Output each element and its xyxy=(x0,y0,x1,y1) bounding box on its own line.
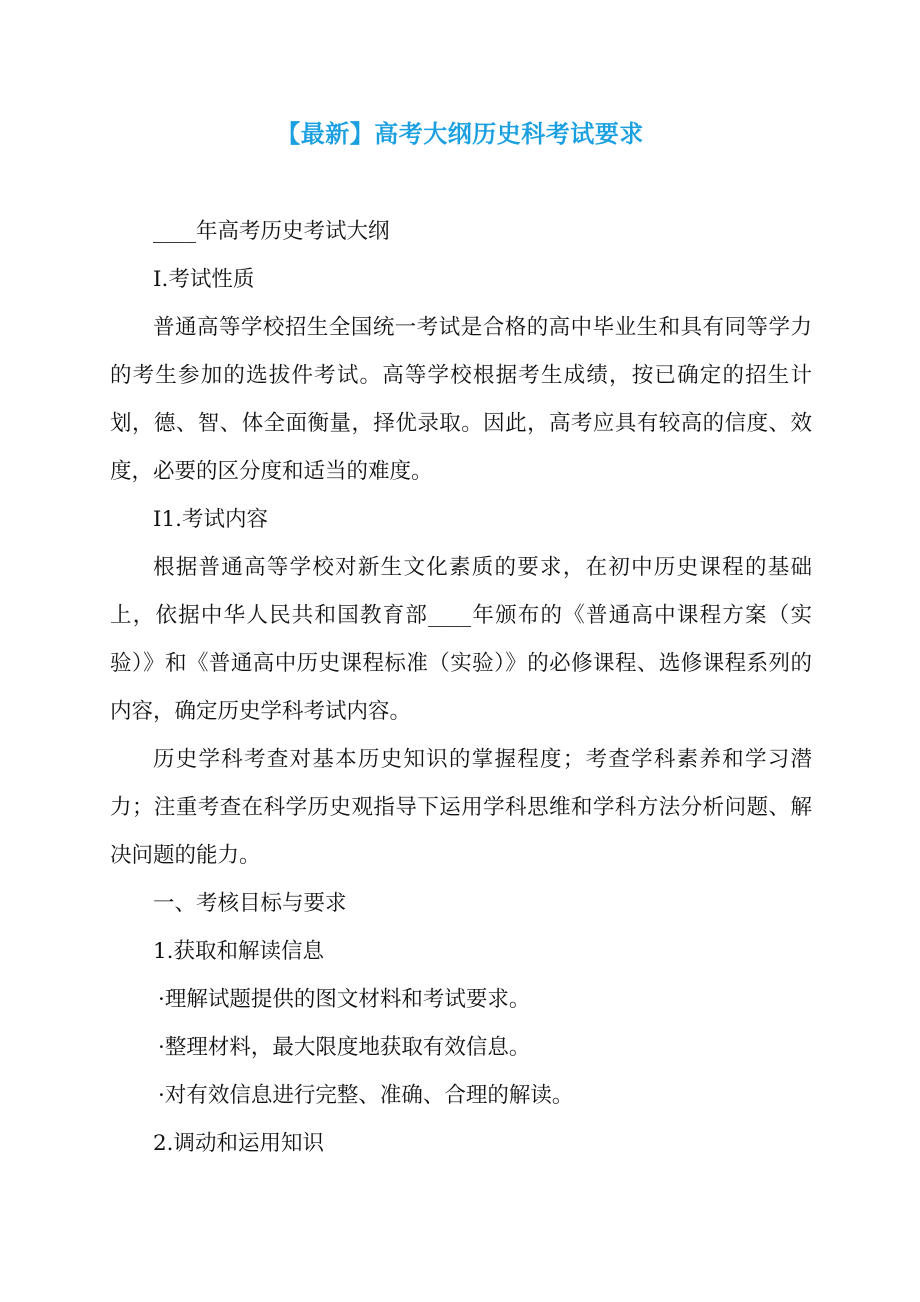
list-item: ·理解试题提供的图文材料和考试要求。 xyxy=(158,987,531,1012)
paragraph-exam-content-basis: 根据普通高等学校对新生文化素质的要求，在初中历史课程的基础上，依据中华人民共和国教育部____年颁布的《普通高中课程方案（实验）》和《普通高中历史课程标准（实验）》的必修课程、选修课程系列的内容，确定历史学科考试内容。 xyxy=(110,555,812,724)
subsection-heading-knowledge: 2.调动和运用知识 xyxy=(153,1131,325,1156)
list-item: ·整理材料，最大限度地获取有效信息。 xyxy=(158,1035,531,1060)
section-heading-assessment-goals: 一、考核目标与要求 xyxy=(153,891,347,916)
section-heading-exam-nature: I.考试性质 xyxy=(153,267,255,292)
exam-year-heading: ____年高考历史考试大纲 xyxy=(153,219,390,244)
list-item: ·对有效信息进行完整、准确、合理的解读。 xyxy=(158,1083,574,1108)
paragraph-exam-nature: 普通高等学校招生全国统一考试是合格的高中毕业生和具有同等学力的考生参加的选拔件考试。高等学校根据考生成绩，按已确定的招生计划，德、智、体全面衡量，择优录取。因此，高考应具有较高的信度、效度，必要的区分度和适当的难度。 xyxy=(110,315,812,484)
section-heading-exam-content: I1.考试内容 xyxy=(153,507,269,532)
document-body xyxy=(110,208,812,1168)
document-title: 【最新】高考大纲历史科考试要求 xyxy=(276,119,644,148)
paragraph-exam-content-scope: 历史学科考查对基本历史知识的掌握程度；考查学科素养和学习潜力；注重考查在科学历史观指导下运用学科思维和学科方法分析问题、解决问题的能力。 xyxy=(110,747,812,868)
subsection-heading-info: 1.获取和解读信息 xyxy=(153,939,325,964)
